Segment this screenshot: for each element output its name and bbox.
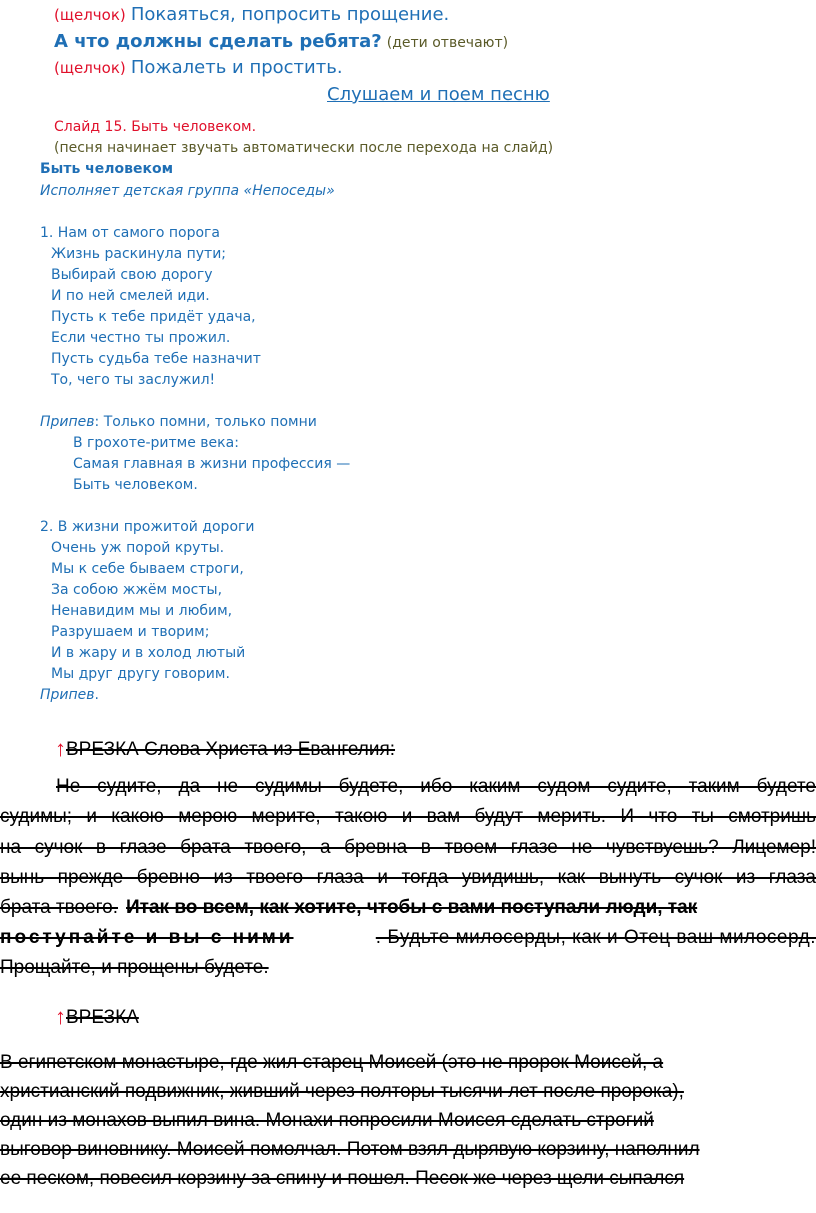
line-repent — [54, 4, 449, 25]
song-performer: Исполняет детская группа «Непоседы» — [40, 183, 335, 199]
listen-song-link[interactable]: Слушаем и поем песню — [327, 84, 550, 105]
quote-bold-text: поступайте и вы с ними — [0, 927, 294, 948]
lyric-line: То, чего ты заслужил! — [51, 372, 216, 388]
lyric-line: Быть человеком. — [73, 477, 198, 493]
lyric-line: И в жару и в холод лютый — [51, 645, 246, 661]
lyric-line: 1. Нам от самого порога — [40, 225, 220, 241]
line-forgive — [54, 57, 343, 78]
slide-title: Слайд 15. Быть человеком. — [54, 119, 257, 135]
children-answer-note: (дети отвечают) — [386, 35, 509, 51]
insert1-heading: ВРЕЗКА Слова Христа из Евангелия: — [66, 739, 396, 760]
lyric-line: Пусть судьба тебе назначит — [51, 351, 261, 367]
repent-text: Покаяться, попросить прощение. — [130, 4, 450, 25]
quote-bold-text: Итак во всем, как хотите, чтобы с вами поступали люди, так — [126, 897, 698, 918]
lyric-line: И по ней смелей иди. — [51, 288, 210, 304]
chorus-end-label: Припев — [40, 687, 95, 703]
lyric-line: Выбирай свою дорогу — [51, 267, 213, 283]
arrow-up-icon: ↑ — [55, 736, 66, 761]
insert2-heading: ВРЕЗКА — [66, 1007, 139, 1028]
insert2-heading-line — [55, 1004, 139, 1030]
lyric-line: Мы к себе бываем строги, — [51, 561, 244, 577]
song-title: Быть человеком — [40, 161, 174, 177]
lyric-line: Очень уж порой круты. — [51, 540, 225, 556]
slide-note: (песня начинает звучать автоматически после перехода на слайд) — [54, 140, 554, 156]
insert1-heading-line — [55, 736, 395, 762]
lyric-line: Ненавидим мы и любим, — [51, 603, 233, 619]
chorus-first-line — [40, 412, 350, 433]
lyric-line: Пусть к тебе придёт удача, — [51, 309, 256, 325]
line-question — [54, 31, 508, 52]
story-line: христианский подвижник, живший через полторы тысячи лет после пророка), — [0, 1081, 684, 1102]
lyric-line: : Только помни, только помни — [94, 414, 317, 430]
lyric-line: В грохоте-ритме века: — [73, 435, 239, 451]
lyric-line: Самая главная в жизни профессия — — [73, 456, 351, 472]
quote-line: Прощайте, и прощены будете. — [0, 957, 269, 978]
story-line: выговор виновнику. Моисей помолчал. Потом взял дырявую корзину, наполнил — [0, 1139, 700, 1160]
chorus-label: Припев — [40, 414, 95, 430]
lyric-line: Жизнь раскинула пути; — [51, 246, 227, 262]
lyric-line: За собою жжём мосты, — [51, 582, 223, 598]
lyric-line: Разрушаем и творим; — [51, 624, 210, 640]
quote-line: вынь прежде бревно из твоего глаза и тогда увидишь, как вынуть сучок из глаза — [0, 867, 816, 888]
forgive-text: Пожалеть и простить. — [130, 57, 343, 78]
quote-line: брата твоего. Итак во всем, как хотите, чтобы с вами поступали люди, так — [0, 897, 698, 918]
click-cue: (щелчок) — [54, 6, 126, 24]
quote-line: на сучок в глазе брата твоего, а бревна в твоем глазе не чувствуешь? Лицемер! — [0, 837, 816, 858]
song-lyrics — [40, 223, 350, 706]
lyric-line: 2. В жизни прожитой дороги — [40, 519, 255, 535]
story-line: В египетском монастыре, где жил старец Моисей (это не пророк Моисей, а — [0, 1052, 664, 1073]
click-cue: (щелчок) — [54, 59, 126, 77]
arrow-up-icon: ↑ — [55, 1004, 66, 1029]
quote-line: судимы; и какою мерою мерите, такою и вам будут мерить. И что ты смотришь — [0, 806, 816, 827]
quote-line: поступайте и вы с ними . Будьте милосерды, как и Отец ваш милосерд. — [0, 927, 816, 948]
story-line: ее песком, повесил корзину за спину и пошел. Песок же через щели сыпался — [0, 1168, 685, 1189]
story-line: один из монахов выпил вина. Монахи попросили Моисея сделать строгий — [0, 1110, 654, 1131]
quote-line: Не судите, да не судимы будете, ибо каким судом судите, таким будете — [56, 776, 816, 797]
chorus-end-line: Припев. — [40, 687, 99, 703]
question-text: А что должны сделать ребята? — [54, 31, 382, 52]
lyric-line: Мы друг другу говорим. — [51, 666, 230, 682]
lyric-line: Если честно ты прожил. — [51, 330, 231, 346]
